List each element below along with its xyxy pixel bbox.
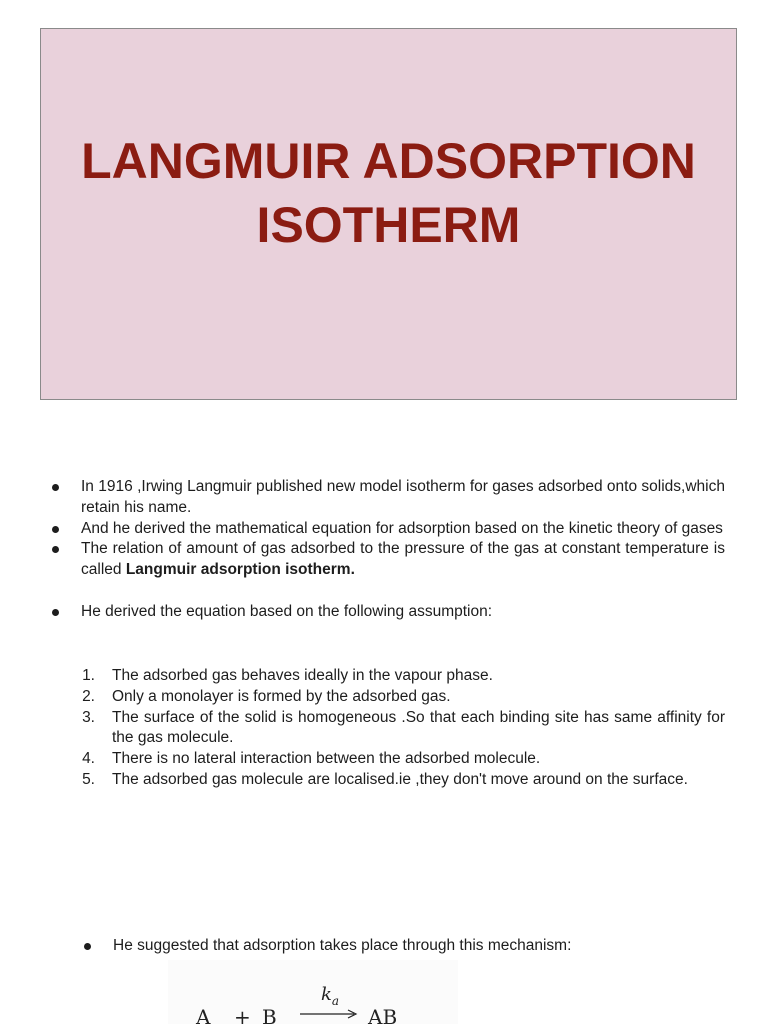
bullet-text: He derived the equation based on the following assumption:: [81, 602, 493, 620]
assumption-item: [70, 666, 725, 687]
assumption-text: Only a monolayer is formed by the adsorbed gas.: [112, 687, 451, 705]
bullet-item: [78, 936, 698, 957]
equation-rate-constant: $k_a$: [321, 984, 340, 1008]
assumption-number: 5.: [82, 770, 95, 788]
bullet-item: [46, 602, 725, 623]
bullet-text: In 1916 ,Irwing Langmuir published new model isotherm for gases adsorbed onto solids,which retain his name.: [81, 478, 725, 516]
assumption-number: 1.: [82, 667, 95, 684]
mechanism-text: He suggested that adsorption takes place through this mechanism:: [113, 937, 572, 954]
assumption-item: [70, 708, 725, 750]
equation-product: AB: [368, 1005, 398, 1024]
assumption-text: The adsorbed gas molecule are localised.ie ,they don't move around on the surface.: [112, 770, 688, 788]
bullet-dot-icon: [84, 943, 91, 950]
assumption-text: There is no lateral interaction between the adsorbed molecule.: [112, 750, 541, 768]
assumption-item: [70, 687, 725, 708]
assumption-text: The surface of the solid is homogeneous .So that each binding site has same affinity for the gas molecule.: [112, 708, 725, 747]
bullet-bold-term: Langmuir adsorption isotherm.: [125, 561, 355, 579]
assumption-number: 3.: [82, 708, 95, 726]
title-line-2: ISOTHERM: [256, 197, 521, 253]
assumption-text: The adsorbed gas behaves ideally in the vapour phase.: [112, 667, 493, 684]
title-box: [40, 28, 737, 400]
assumption-number: 4.: [82, 750, 95, 768]
assumption-number: 2.: [82, 687, 95, 705]
assumption-item: [70, 749, 725, 770]
reaction-equation: [168, 960, 458, 1024]
bullet-item: [46, 519, 725, 540]
equation-plus: +: [234, 1005, 251, 1024]
bullet-item: [46, 539, 725, 581]
intro-bullet-list: [46, 477, 725, 623]
bullet-dot-icon: [52, 609, 59, 616]
title-line-1: LANGMUIR ADSORPTION: [81, 133, 696, 189]
list-spacer: [46, 581, 725, 602]
equation-reactant-a: A: [196, 1005, 211, 1024]
bullet-text: The relation of amount of gas adsorbed to the pressure of the gas at constant temperature is called: [81, 540, 725, 579]
page-title: [41, 129, 736, 257]
equation-reactant-b: B: [262, 1005, 277, 1024]
assumptions-list: [70, 666, 725, 791]
bullet-dot-icon: [52, 526, 59, 533]
mechanism-bullet-list: [78, 936, 698, 957]
bullet-text: And he derived the mathematical equation for adsorption based on the kinetic theory of gases: [81, 519, 723, 537]
assumption-item: [70, 770, 725, 791]
reaction-equation-image: [168, 960, 458, 1024]
bullet-item: [46, 477, 725, 519]
bullet-dot-icon: [52, 484, 59, 491]
bullet-dot-icon: [52, 546, 59, 553]
